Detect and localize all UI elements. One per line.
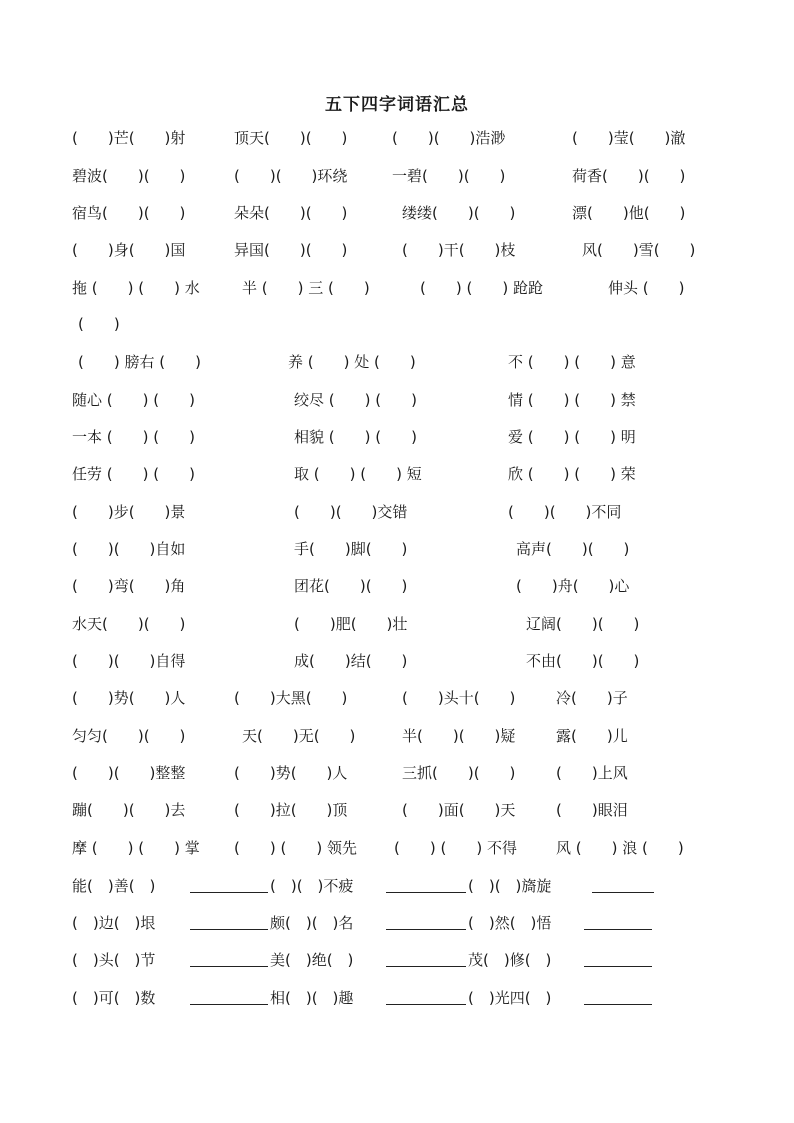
idiom-blank: ( )舟( )心	[516, 577, 630, 595]
idiom-blank: ( )弯( )角	[72, 577, 186, 595]
answer-line[interactable]	[386, 988, 466, 1005]
idiom-blank: 情 ( ) ( ) 禁	[508, 391, 636, 409]
idiom-blank: ( )芒( )射	[72, 129, 186, 147]
idiom-blank: 爱 ( ) ( ) 明	[508, 428, 636, 446]
idiom-blank: 缕缕( )( )	[402, 204, 516, 222]
answer-line[interactable]	[386, 950, 466, 967]
idiom-blank: ( )光四( )	[468, 989, 552, 1007]
idiom-blank: ( )步( )景	[72, 503, 186, 521]
idiom-blank: 天( )无( )	[242, 727, 356, 745]
idiom-blank: 团花( )( )	[294, 577, 408, 595]
idiom-blank: 取 ( ) ( ) 短	[294, 465, 422, 483]
idiom-blank: 颇( )( )名	[270, 914, 354, 932]
idiom-blank: ( )头( )节	[72, 951, 156, 969]
idiom-blank: 宿鸟( )( )	[72, 204, 186, 222]
idiom-blank: 伸头 ( )	[608, 279, 685, 297]
idiom-blank: 相貌 ( ) ( )	[294, 428, 417, 446]
idiom-blank: 拖 ( ) ( ) 水	[72, 279, 200, 297]
idiom-blank: ( )莹( )澈	[572, 129, 686, 147]
idiom-blank: ( )势( )人	[72, 689, 186, 707]
idiom-blank: ( )肥( )壮	[294, 615, 408, 633]
idiom-blank: 高声( )( )	[516, 540, 630, 558]
answer-line[interactable]	[190, 988, 268, 1005]
idiom-blank: ( ) ( ) 跄跄	[420, 279, 543, 297]
idiom-blank: ( )面( )天	[402, 801, 516, 819]
idiom-blank: 匀匀( )( )	[72, 727, 186, 745]
idiom-blank: ( )上风	[556, 764, 628, 782]
idiom-blank: ( )( )浩渺	[392, 129, 506, 147]
idiom-blank: ( )( )旖旋	[468, 877, 552, 895]
idiom-blank: 半 ( ) 三 ( )	[242, 279, 370, 297]
idiom-blank: 茂( )修( )	[468, 951, 552, 969]
idiom-blank: 相( )( )趣	[270, 989, 354, 1007]
idiom-blank: ( ) ( ) 领先	[234, 839, 357, 857]
idiom-blank: 蹦( )( )去	[72, 801, 186, 819]
idiom-blank: ( )头十( )	[402, 689, 516, 707]
idiom-blank: ( )干( )枝	[402, 241, 516, 259]
idiom-blank: 辽阔( )( )	[526, 615, 640, 633]
idiom-blank: ( )( )整整	[72, 764, 186, 782]
idiom-blank: 冷( )子	[556, 689, 628, 707]
idiom-blank: ( )( )交错	[294, 503, 408, 521]
answer-line[interactable]	[584, 913, 652, 930]
idiom-blank: 不 ( ) ( ) 意	[508, 353, 636, 371]
idiom-blank: ( )大黑( )	[234, 689, 348, 707]
idiom-blank: ( ) ( ) 不得	[394, 839, 517, 857]
idiom-blank: ( )	[78, 315, 120, 333]
idiom-blank: ( )( )自如	[72, 540, 186, 558]
answer-line[interactable]	[386, 876, 466, 893]
idiom-blank: 任劳 ( ) ( )	[72, 465, 195, 483]
idiom-blank: ( )身( )国	[72, 241, 186, 259]
idiom-blank: 能( )善( )	[72, 877, 156, 895]
idiom-blank: ( )( )不同	[508, 503, 622, 521]
idiom-blank: ( )( )环绕	[234, 167, 348, 185]
idiom-blank: ( ) 膀右 ( )	[78, 353, 201, 371]
idiom-blank: 养 ( ) 处 ( )	[288, 353, 416, 371]
idiom-blank: 三抓( )( )	[402, 764, 516, 782]
answer-line[interactable]	[190, 876, 268, 893]
idiom-blank: ( )( )不疲	[270, 877, 354, 895]
idiom-blank: ( )可( )数	[72, 989, 156, 1007]
idiom-blank: ( )眼泪	[556, 801, 628, 819]
idiom-blank: 漂( )他( )	[572, 204, 686, 222]
answer-line[interactable]	[190, 913, 268, 930]
answer-line[interactable]	[386, 913, 466, 930]
idiom-blank: 欣 ( ) ( ) 荣	[508, 465, 636, 483]
idiom-blank: 绞尽 ( ) ( )	[294, 391, 417, 409]
idiom-blank: 手( )脚( )	[294, 540, 408, 558]
idiom-blank: 风 ( ) 浪 ( )	[556, 839, 684, 857]
idiom-blank: 朵朵( )( )	[234, 204, 348, 222]
page-title: 五下四字词语汇总	[325, 95, 469, 115]
answer-line[interactable]	[584, 988, 652, 1005]
idiom-blank: 顶天( )( )	[234, 129, 348, 147]
idiom-blank: 不由( )( )	[526, 652, 640, 670]
idiom-blank: 露( )儿	[556, 727, 628, 745]
idiom-blank: 美( )绝( )	[270, 951, 354, 969]
idiom-blank: 荷香( )( )	[572, 167, 686, 185]
idiom-blank: 摩 ( ) ( ) 掌	[72, 839, 200, 857]
idiom-blank: 随心 ( ) ( )	[72, 391, 195, 409]
answer-line[interactable]	[190, 950, 268, 967]
idiom-blank: 半( )( )疑	[402, 727, 516, 745]
idiom-blank: ( )边( )垠	[72, 914, 156, 932]
idiom-blank: ( )势( )人	[234, 764, 348, 782]
idiom-blank: ( )( )自得	[72, 652, 186, 670]
idiom-blank: 水天( )( )	[72, 615, 186, 633]
idiom-blank: 风( )雪( )	[582, 241, 696, 259]
idiom-blank: 一本 ( ) ( )	[72, 428, 195, 446]
answer-line[interactable]	[592, 876, 654, 893]
idiom-blank: ( )拉( )顶	[234, 801, 348, 819]
idiom-blank: 异国( )( )	[234, 241, 348, 259]
idiom-blank: 一碧( )( )	[392, 167, 506, 185]
answer-line[interactable]	[584, 950, 652, 967]
idiom-blank: 成( )结( )	[294, 652, 408, 670]
idiom-blank: ( )然( )悟	[468, 914, 552, 932]
idiom-blank: 碧波( )( )	[72, 167, 186, 185]
